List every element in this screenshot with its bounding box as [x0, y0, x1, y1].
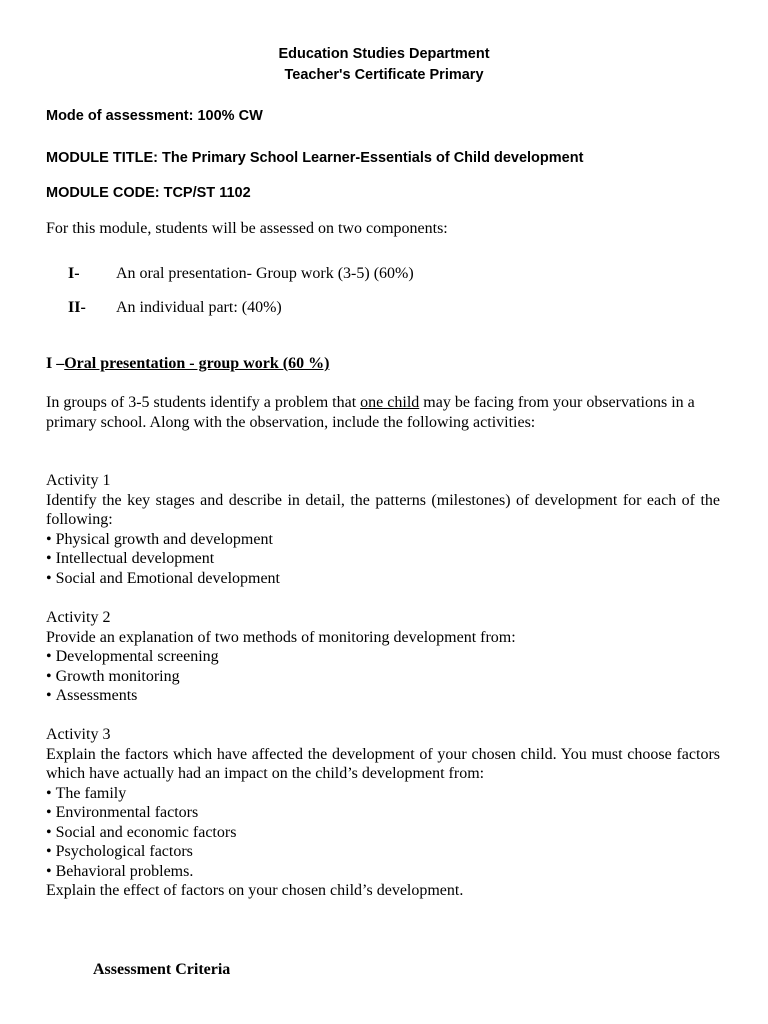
activity-description: Identify the key stages and describe in detail, the patterns (milestones) of development for each of the following:	[46, 491, 720, 528]
activity-list	[46, 647, 720, 706]
list-item: • Social and economic factors	[46, 823, 720, 843]
activity-title: Activity 2	[46, 609, 111, 626]
activity-list	[46, 530, 720, 589]
module-title: MODULE TITLE: The Primary School Learner-Essentials of Child development	[46, 150, 584, 166]
paragraph-text: may be facing from your observations in a primary school. Along with the observation, include the following activities:	[46, 394, 695, 431]
activity-block	[46, 608, 720, 706]
activity-title: Activity 3	[46, 726, 111, 743]
component-numeral: II-	[68, 299, 86, 316]
department-title: Education Studies Department	[278, 46, 490, 62]
list-item: • Psychological factors	[46, 842, 720, 862]
list-item: • Growth monitoring	[46, 667, 720, 687]
list-item: • The family	[46, 784, 720, 804]
section-prefix: I –	[46, 355, 65, 372]
list-item: • Intellectual development	[46, 549, 720, 569]
activity-description: Explain the factors which have affected the development of your chosen child. You must choose factors which have actually had an impact on the child’s development from:	[46, 745, 720, 782]
component-text: An oral presentation- Group work (3-5) (60%)	[116, 265, 414, 282]
programme-title: Teacher's Certificate Primary	[284, 67, 484, 83]
section-heading-text: Oral presentation - group work (60 %)	[64, 355, 330, 372]
component-item	[0, 264, 768, 284]
section-heading	[46, 354, 720, 374]
activity-title: Activity 1	[46, 472, 111, 489]
activity-description: Provide an explanation of two methods of monitoring development from:	[46, 628, 516, 646]
section-paragraph	[46, 393, 720, 432]
list-item: • Social and Emotional development	[46, 569, 720, 589]
component-text: An individual part: (40%)	[116, 299, 282, 316]
list-item: • Assessments	[46, 686, 720, 706]
component-item	[0, 298, 768, 318]
list-item: • Physical growth and development	[46, 530, 720, 550]
component-numeral: I-	[68, 265, 80, 282]
activity-closing: Explain the effect of factors on your chosen child’s development.	[46, 882, 464, 899]
list-item: • Behavioral problems.	[46, 862, 720, 882]
assessment-criteria-heading: Assessment Criteria	[93, 961, 231, 978]
paragraph-text: In groups of 3-5 students identify a problem that	[46, 394, 361, 411]
activity-block	[46, 471, 720, 588]
list-item: • Developmental screening	[46, 647, 720, 667]
intro-text: For this module, students will be assessed on two components:	[46, 220, 448, 237]
activity-block	[46, 725, 720, 901]
activity-list	[46, 784, 720, 882]
module-code: MODULE CODE: TCP/ST 1102	[46, 185, 251, 201]
paragraph-underlined-text: one child	[360, 394, 420, 411]
list-item: • Environmental factors	[46, 803, 720, 823]
mode-of-assessment: Mode of assessment: 100% CW	[46, 108, 263, 124]
